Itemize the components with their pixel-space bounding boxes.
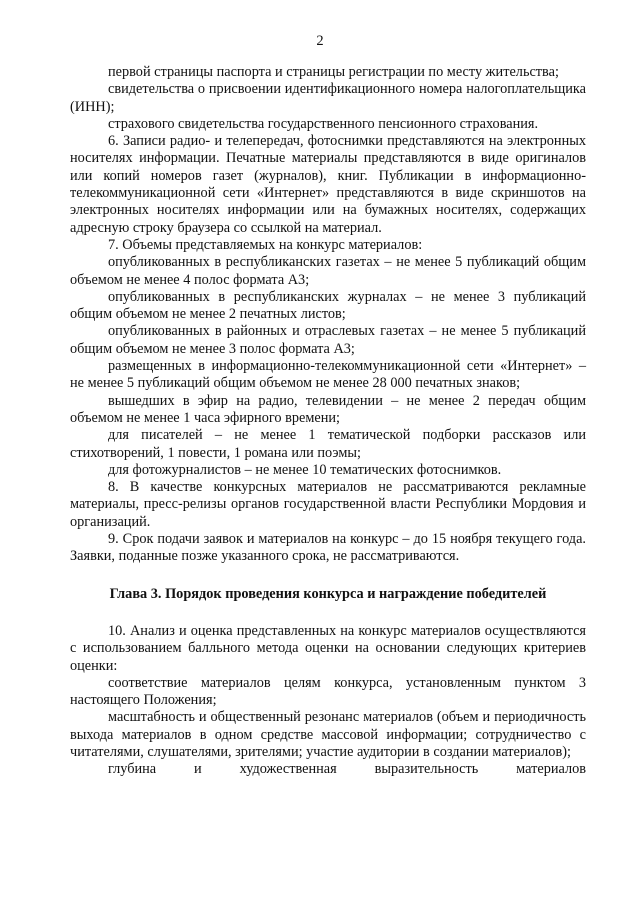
paragraph: 6. Записи радио- и телепередач, фотоснимки представляются на электронных носителях информации. Печатные материалы представляются в виде оригиналов или копий номеров газет (журналов), книг. Публикации в информационно-телекоммуникационной сети «Интернет» представляются в виде скриншотов на электронных носителях информации или на бумажных носителях, содержащих адресную строку браузера со ссылкой на материал.: [70, 133, 586, 236]
chapter-heading: Глава 3. Порядок проведения конкурса и награждение победителей: [109, 585, 547, 602]
paragraph: 7. Объемы представляемых на конкурс материалов:: [108, 236, 423, 253]
paragraph: первой страницы паспорта и страницы регистрации по месту жительства;: [108, 64, 559, 80]
page-number: 2: [316, 33, 324, 49]
paragraph: глубина и художественная выразительность материалов: [108, 761, 586, 778]
paragraph: размещенных в информационно-телекоммуникационной сети «Интернет» – не менее 5 публикаций общим объемом не менее 28 000 печатных знаков;: [70, 358, 586, 392]
paragraph: опубликованных в республиканских журналах – не менее 3 публикаций общим объемом не менее 2 печатных листов;: [70, 288, 586, 323]
paragraph: 10. Анализ и оценка представленных на конкурс материалов осуществляются с использованием балльного метода оценки на основании следующих критериев оценки:: [70, 622, 586, 674]
document-body: [70, 64, 586, 779]
paragraph: свидетельства о присвоении идентификационного номера налогоплательщика (ИНН);: [70, 81, 586, 115]
paragraph: 8. В качестве конкурсных материалов не рассматриваются рекламные материалы, пресс-релизы органов государственной власти Республики Мордовия и организаций.: [70, 479, 586, 530]
paragraph: вышедших в эфир на радио, телевидении – не менее 2 передач общим объемом не менее 1 часа эфирного времени;: [70, 392, 586, 426]
paragraph: для фотожурналистов – не менее 10 тематических фотоснимков.: [108, 461, 502, 478]
paragraph: для писателей – не менее 1 тематической подборки рассказов или стихотворений, 1 повести, 1 романа или поэмы;: [70, 427, 586, 461]
paragraph: 9. Срок подачи заявок и материалов на конкурс – до 15 ноября текущего года. Заявки, поданные позже указанного срока, не рассматриваются.: [70, 531, 586, 565]
paragraph: соответствие материалов целям конкурса, установленным пунктом 3 настоящего Положения;: [70, 674, 586, 709]
paragraph: страхового свидетельства государственного пенсионного страхования.: [108, 115, 539, 132]
paragraph: масштабность и общественный резонанс материалов (объем и периодичность выхода материалов в одном средстве массовой информации; сотрудничество с читателями, слушателями, зрителями; участие аудитории в создании материалов);: [70, 709, 586, 760]
paragraph: опубликованных в республиканских газетах – не менее 5 публикаций общим объемом не менее 4 полос формата А3;: [70, 254, 586, 288]
paragraph: опубликованных в районных и отраслевых газетах – не менее 5 публикаций общим объемом не менее 3 полос формата А3;: [70, 323, 586, 357]
